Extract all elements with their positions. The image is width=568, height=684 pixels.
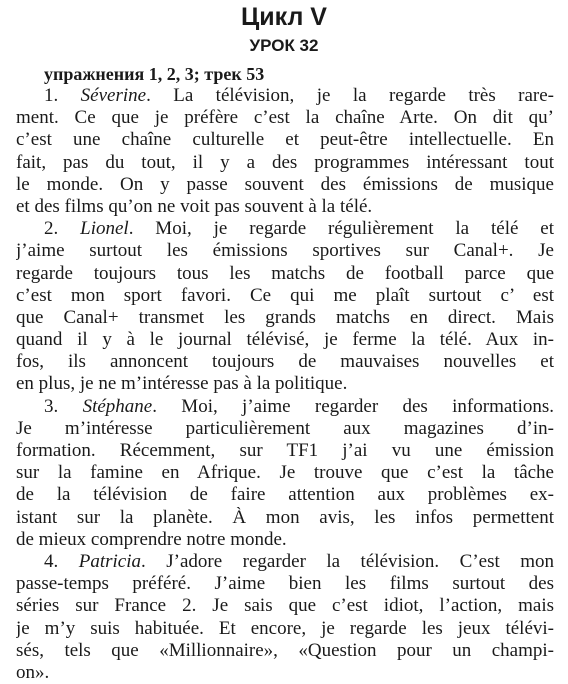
paragraph-number: 4.	[44, 550, 79, 572]
text-line: on».	[16, 661, 50, 683]
text-line: formation. Récemment, sur TF1 j’ai vu une émission	[16, 440, 554, 461]
text-line: c’est une chaîne culturelle et peut-être intellectuelle. En	[16, 129, 554, 151]
paragraph-number: 1.	[44, 85, 81, 106]
text-line	[16, 218, 554, 240]
text-line: et des films qu’on ne voit pas souvent à la télé.	[16, 195, 373, 217]
text-line: de la télévision de faire attention aux problèmes ex-	[16, 484, 554, 506]
text-line: Je m’intéresse particulièrement aux magazines d’in-	[16, 417, 554, 439]
line-text: . Moi, j’aime regarder des informations.	[152, 395, 554, 417]
exercise-reference: упражнения 1, 2, 3; трек 53	[44, 64, 265, 84]
text-line: c’est mon sport favori. Ce qui me plaît surtout c’ est	[16, 284, 554, 306]
text-line: fos, ils annoncent toujours de mauvaises nouvelles et	[16, 351, 554, 373]
text-line: de mieux comprendre notre monde.	[16, 528, 287, 550]
paragraph-stephane	[16, 396, 554, 551]
line-text: . J’adore regarder la télévision. C’est mon	[141, 550, 554, 572]
text-line: fait, pas du tout, il y a des programmes intéressant tout	[16, 151, 554, 173]
text-line: istant sur la planète. À mon avis, les infos permettent	[16, 506, 554, 528]
paragraph-severine	[16, 85, 554, 218]
paragraph-lionel	[16, 218, 554, 396]
speaker-name: Stéphane	[82, 395, 153, 417]
speaker-name: Séverine	[80, 85, 147, 106]
text-line: le monde. On y passe souvent des émissions de musique	[16, 173, 554, 195]
speaker-name: Lionel	[80, 218, 129, 240]
paragraph-number: 2.	[44, 218, 81, 240]
line-text: . Moi, je regarde régulièrement la télé et	[128, 218, 554, 240]
text-line: j’aime surtout les émissions sportives sur Canal+. Je	[16, 240, 554, 262]
cycle-title: Цикл V	[241, 3, 327, 31]
lesson-title: УРОК 32	[249, 36, 319, 55]
dialogue-text	[16, 85, 554, 684]
text-line: en plus, je ne m’intéresse pas à la politique.	[16, 373, 348, 395]
text-line: passe-temps préféré. J’aime bien les films surtout des	[16, 573, 554, 595]
text-line	[16, 551, 554, 573]
text-line: regarde toujours tous les matchs de football parce que	[16, 262, 554, 284]
text-line	[16, 396, 554, 418]
speaker-name: Patricia	[78, 550, 142, 572]
text-line: ment. Ce que je préfère c’est la chaîne Arte. On dit qu’	[16, 107, 554, 129]
text-line: que Canal+ transmet les grands matchs en direct. Mais	[16, 306, 554, 328]
text-line: séries sur France 2. Je sais que c’est idiot, l’action, mais	[16, 595, 554, 617]
line-text: . La télévision, je la regarde très rare-	[146, 85, 554, 106]
text-line	[16, 85, 554, 107]
paragraph-patricia	[16, 551, 554, 684]
text-line: je m’y suis habituée. Et encore, je regarde les jeux télévi-	[16, 617, 554, 639]
text-line: quand il y à le journal télévisé, je ferme la télé. Aux in-	[16, 329, 554, 351]
paragraph-number: 3.	[44, 395, 83, 417]
text-line: sés, tels que «Millionnaire», «Question pour un champi-	[16, 639, 554, 661]
text-line: sur la famine en Afrique. Je trouve que c’est la tâche	[16, 462, 554, 484]
